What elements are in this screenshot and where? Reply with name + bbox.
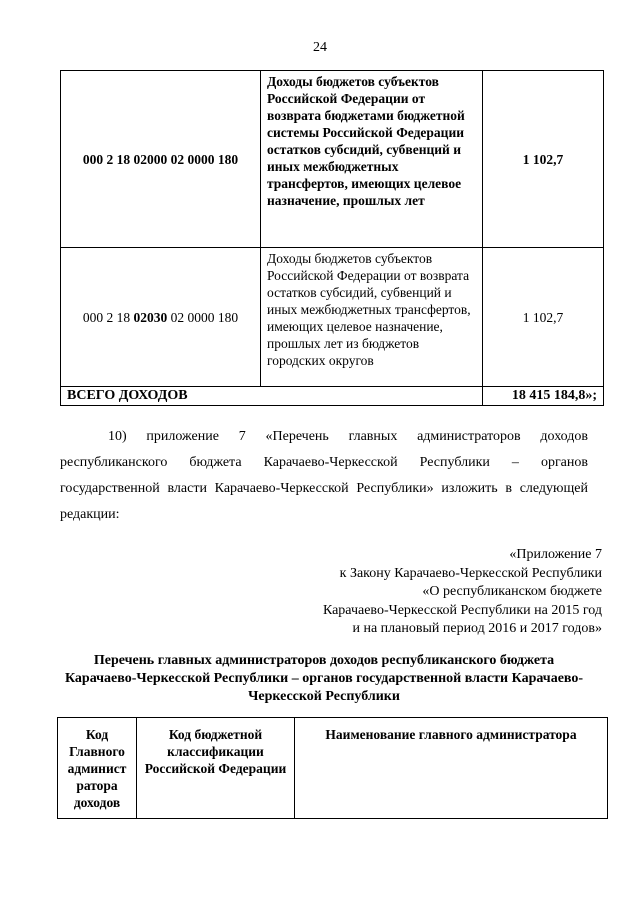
page-number: 24 <box>313 40 327 55</box>
table-row <box>61 248 604 387</box>
table-row <box>61 71 604 248</box>
total-label: ВСЕГО ДОХОДОВ <box>61 387 483 406</box>
admin-table <box>57 717 608 819</box>
appendix-line: «Приложение 7 <box>509 547 602 562</box>
income-table <box>60 70 604 406</box>
income-amount-cell: 1 102,7 <box>483 248 604 387</box>
income-code-cell: 000 2 18 02000 02 0000 180 <box>61 71 261 248</box>
appendix-line: Карачаево-Черкесской Республики на 2015 год <box>322 602 602 618</box>
appendix-line: к Закону Карачаево-Черкесской Республики <box>339 565 602 581</box>
appendix-heading <box>182 546 602 639</box>
total-row <box>61 387 604 406</box>
code-suffix: 02 0000 180 <box>167 309 239 325</box>
code-prefix: 000 2 18 <box>82 309 134 325</box>
appendix-line: «О республиканском бюджете <box>422 584 602 599</box>
income-name-cell: Доходы бюджетов субъектов Российской Федерации от возврата бюджетами бюджетной системы Российской Федерации остатков субсидий, субвенций и иных межбюджетных трансфертов, имеющих целевое назначение, прошлых лет <box>261 71 483 248</box>
total-value: 18 415 184,8»; <box>483 387 604 406</box>
income-code-cell <box>61 248 261 387</box>
list-title: Перечень главных администраторов доходов республиканского бюджета Карачаево-Черкесской Республики – органов государственной власти Карачаево-Черкесской Республики <box>64 653 584 704</box>
income-name-cell: Доходы бюджетов субъектов Российской Федерации от возврата остатков субсидий, субвенций и иных межбюджетных трансфертов, имеющих целевое назначение, прошлых лет из бюджетов городских округов <box>261 248 483 387</box>
appendix-line: и на плановый период 2016 и 2017 годов» <box>352 621 602 636</box>
admin-table-header-row <box>58 718 608 819</box>
income-amount-cell: 1 102,7 <box>483 71 604 248</box>
amendment-paragraph: 10) приложение 7 «Перечень главных администраторов доходов республиканского бюджета Карачаево-Черкесской Республики – органов государственной власти Карачаево-Черкесской Республики» изложить в следующей редакции: <box>60 429 588 522</box>
code-highlight: 02030 <box>133 309 168 325</box>
header-admin-code: Код Главного админист ратора доходов <box>58 718 137 819</box>
header-budget-classification: Код бюджетной классификации Российской Федерации <box>137 718 295 819</box>
header-admin-name: Наименование главного администратора <box>295 718 608 819</box>
